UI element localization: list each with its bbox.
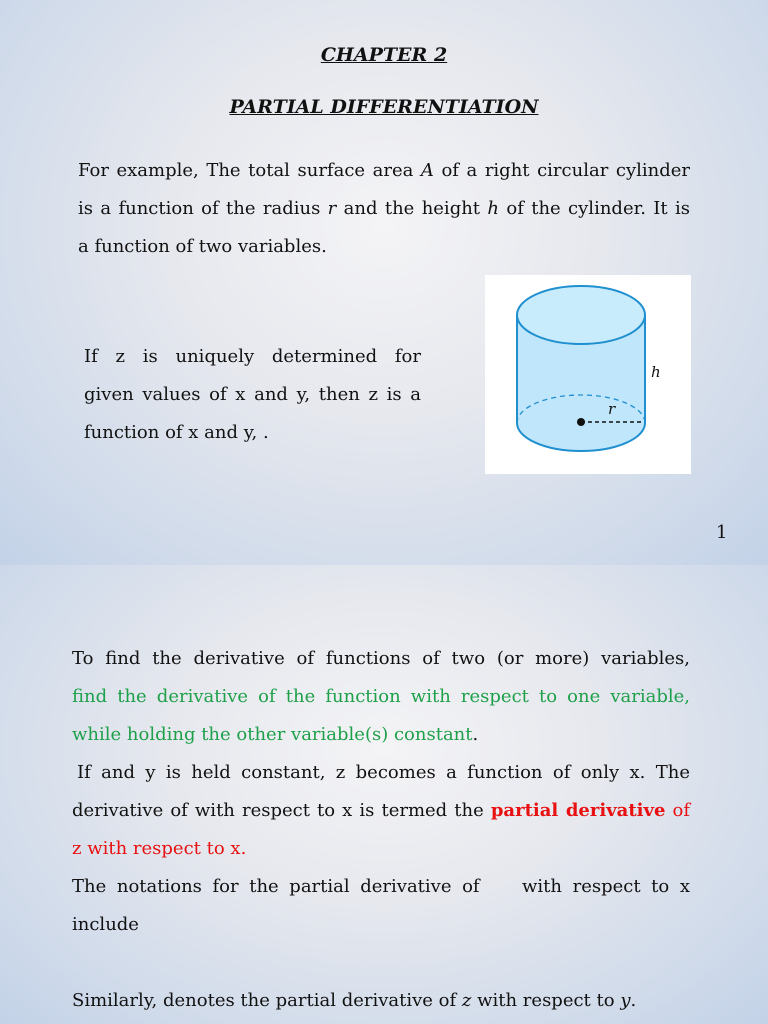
definition-line-3: function of x and y, . — [84, 422, 269, 443]
explanation-line-6: z with respect to x. — [72, 838, 247, 859]
explanation-line-4: If and y is held constant, z becomes a function of only x. The — [77, 762, 690, 783]
explanation-line-2: find the derivative of the function with respect to one variable, — [72, 686, 690, 707]
explanation-line-3: while holding the other variable(s) constant. — [72, 724, 479, 745]
label-h: h — [651, 363, 661, 381]
definition-line-2: given values of x and y, then z is a — [84, 384, 421, 405]
explanation-line-5: derivative of with respect to x is termed the partial derivative of — [72, 800, 690, 821]
definition-paragraph — [84, 338, 421, 452]
chapter-heading: CHAPTER 2 — [320, 44, 448, 66]
cylinder-top — [517, 286, 645, 344]
cylinder-figure — [485, 275, 691, 474]
label-r: r — [608, 400, 616, 418]
page-title: PARTIAL DIFFERENTIATION — [229, 96, 539, 118]
explanation-paragraph — [72, 640, 690, 1020]
explanation-line-1: To find the derivative of functions of two (or more) variables, — [72, 648, 690, 669]
explanation-line-9: Similarly, denotes the partial derivative of z with respect to y. — [72, 990, 637, 1011]
page-number: 1 — [716, 522, 728, 543]
explanation-line-7: The notations for the partial derivative of with respect to x — [72, 876, 690, 897]
center-point — [577, 418, 585, 426]
definition-line-1: If z is uniquely determined for — [84, 346, 421, 367]
example-line-3: a function of two variables. — [78, 236, 327, 257]
slide-2 — [0, 565, 768, 1024]
example-paragraph — [78, 152, 690, 266]
cylinder-diagram — [485, 275, 691, 474]
explanation-line-8: include — [72, 914, 139, 935]
example-line-2: is a function of the radius r and the height h of the cylinder. It is — [78, 198, 691, 219]
example-line-1: For example, The total surface area A of a right circular cylinder — [78, 160, 690, 181]
